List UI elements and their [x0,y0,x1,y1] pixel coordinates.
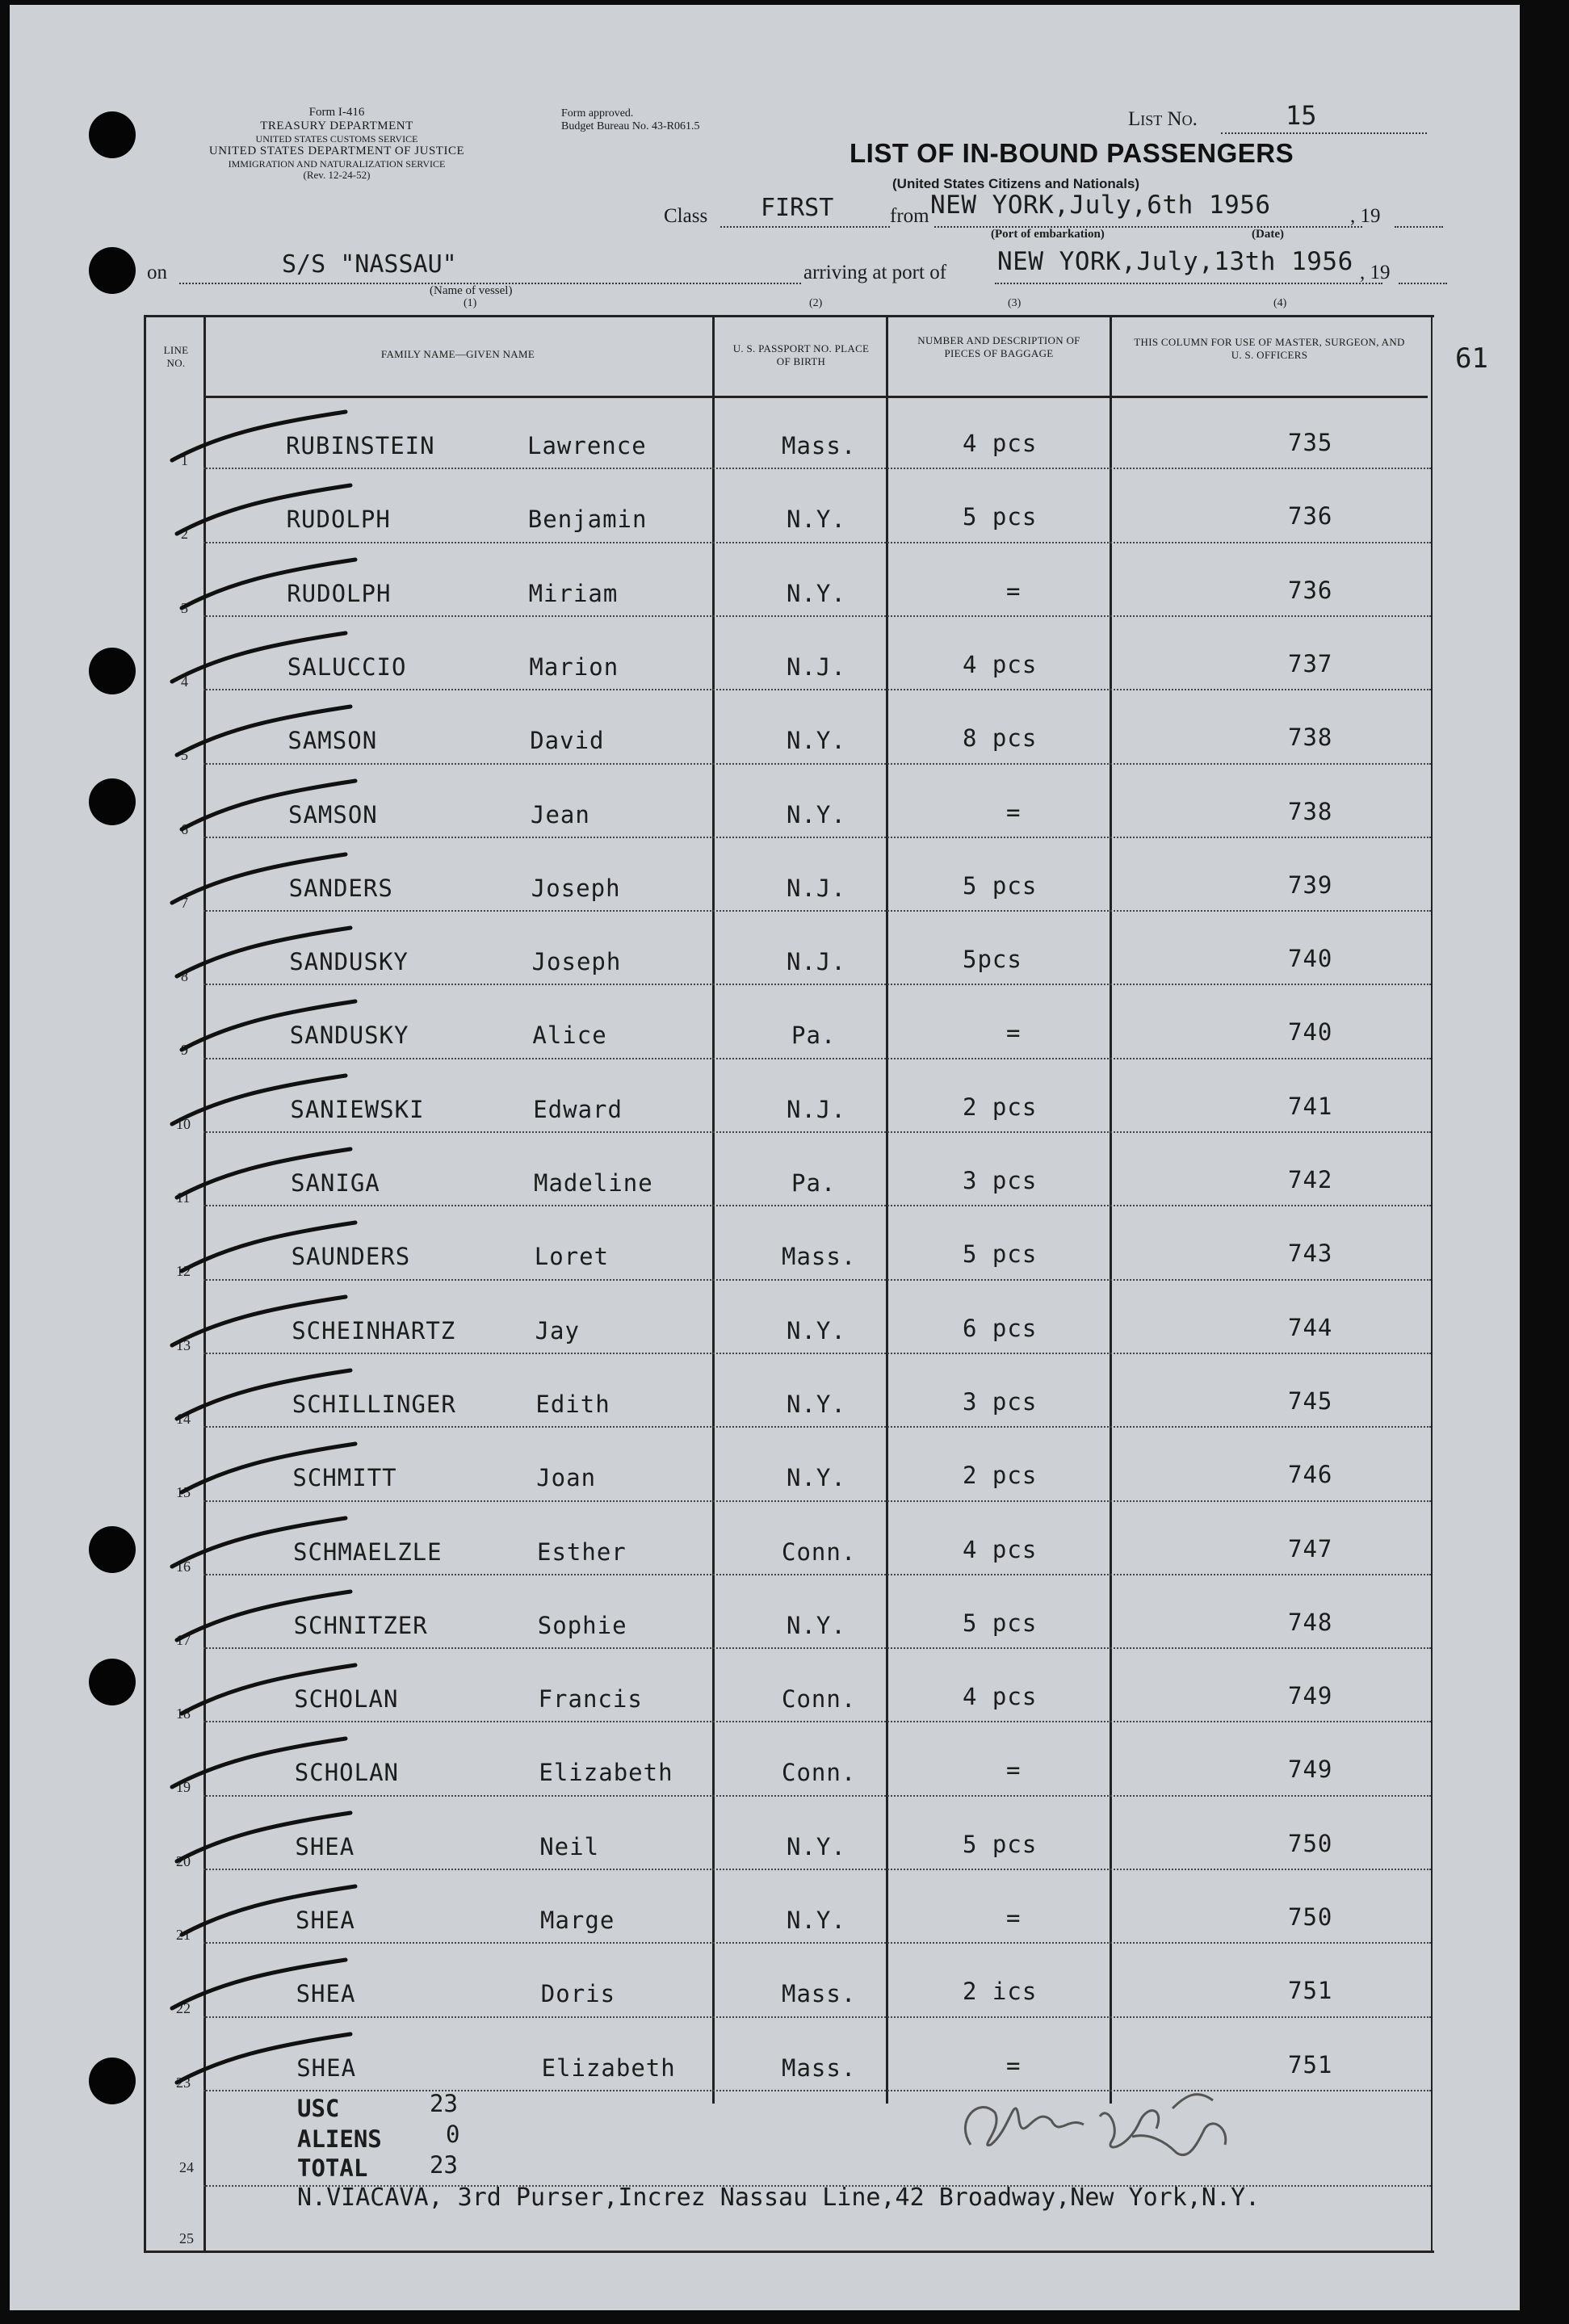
margin-page-number: 61 [1455,342,1488,375]
family-name: SCHMITT [292,1464,397,1492]
given-name: Elizabeth [541,2053,676,2082]
line-number: 22 [176,2000,191,2017]
line-number: 5 [181,747,188,764]
given-name: Lawrence [527,432,647,459]
arriving-year: , 19 [1360,262,1391,283]
place-of-birth: N.J. [787,874,846,902]
row-divider [203,1279,1431,1281]
officer-number: 738 [1288,797,1333,825]
officer-number: 749 [1288,1756,1333,1784]
ins-service: IMMIGRATION AND NATURALIZATION SERVICE [228,157,446,170]
line-number: 23 [176,2074,191,2091]
officer-number: 736 [1288,502,1333,531]
place-of-birth: Conn. [782,1685,857,1714]
baggage-count: 4 pcs [963,1683,1038,1711]
family-name: SHEA [295,1832,355,1860]
col-officers: THIS COLUMN FOR USE OF MASTER, SURGEON, AND U. S. OFFICERS [1134,336,1405,361]
place-of-birth: N.Y. [787,1316,846,1344]
place-of-birth: N.Y. [787,1832,846,1860]
officer-number: 740 [1288,945,1333,973]
line-number: 9 [181,1042,188,1059]
check-mark-icon [173,698,367,763]
officer-number: 747 [1288,1534,1333,1563]
row-divider [203,615,1431,617]
department-block [131,106,543,182]
baggage-count: 4 pcs [963,1535,1038,1563]
officer-number: 745 [1288,1386,1333,1415]
table-top-border [144,315,1434,317]
given-name: Esther [537,1537,627,1566]
list-number: 15 [1286,100,1317,131]
officer-number: 746 [1288,1461,1333,1489]
place-of-birth: N.J. [787,1095,846,1123]
col4-number: (4) [1273,297,1287,309]
approval-block [561,107,755,133]
place-of-birth: N.Y. [787,505,846,534]
baggage-divider [1110,315,1112,2104]
family-name: SANDUSKY [289,948,409,976]
check-mark-icon [168,1068,362,1132]
given-name: Joseph [531,948,622,976]
baggage-count: 5 pcs [963,1830,1038,1858]
class-value: FIRST [761,194,834,222]
place-of-birth: N.Y. [787,1611,846,1639]
family-name: RUDOLPH [287,579,392,607]
family-name: SHEA [296,1980,356,2008]
row-divider [203,1574,1431,1575]
given-name: Benjamin [527,505,648,534]
vessel-name: S/S "NASSAU" [282,250,457,279]
check-mark-icon [173,477,367,542]
line-number: 18 [176,1705,191,1722]
given-name: Edward [533,1095,623,1123]
baggage-count: 2 pcs [963,1462,1038,1490]
given-name: Jean [531,800,590,829]
line-number: 3 [181,599,188,616]
from-label: from [890,205,929,227]
check-mark-icon [168,1730,362,1795]
form-subtitle: (United States Citizens and Nationals) [892,176,1140,191]
aliens-value: 0 [446,2121,460,2148]
on-label: on [147,262,167,283]
line-number: 8 [181,968,188,985]
line-number: 16 [176,1558,191,1575]
name-divider [712,315,715,2104]
officer-number: 744 [1288,1313,1333,1341]
date-caption: (Date) [1252,228,1284,241]
purser-signature-line: N.VIACAVA, 3rd Purser,Increz Nassau Line,42 Broadway,New York,N.Y. [297,2183,1261,2212]
baggage-count: 5 pcs [963,1240,1038,1269]
baggage-count: 4 pcs [963,650,1038,678]
justice-dept: UNITED STATES DEPARTMENT OF JUSTICE [208,145,465,158]
from-year-suffix: , 19 [1350,205,1381,227]
treasury-dept: TREASURY DEPARTMENT [260,120,413,133]
line-number: 19 [176,1779,191,1796]
line-number: 24 [179,2159,194,2175]
officer-number: 740 [1288,1018,1333,1047]
check-mark-icon [178,1657,371,1722]
customs-service: UNITED STATES CUSTOMS SERVICE [255,132,418,145]
row-divider [203,1721,1431,1722]
place-of-birth: Pa. [791,1169,837,1197]
list-no-line [1221,132,1427,134]
given-name: Marge [540,1907,615,1934]
arriving-line [995,283,1382,284]
arriving-value: NEW YORK,July,13th 1956 [997,247,1353,276]
binder-hole [89,1526,136,1573]
check-mark-icon [168,1952,362,2016]
place-of-birth: N.J. [787,652,846,681]
line-number: 17 [176,1631,191,1648]
baggage-count: 2 pcs [963,1093,1038,1121]
line-number: 20 [176,1852,191,1869]
binder-hole [89,111,136,158]
given-name: Joseph [531,874,621,902]
check-mark-icon [173,1141,367,1206]
binder-hole [89,1659,136,1705]
place-of-birth: Mass. [782,1243,857,1271]
list-label: List No. [1128,108,1198,130]
row-divider [203,689,1431,690]
table-header-border [203,396,1428,398]
family-name: SCHILLINGER [292,1390,456,1418]
check-mark-icon [173,1805,367,1869]
aliens-label: ALIENS [297,2125,382,2153]
given-name: Marion [529,652,619,681]
given-name: Neil [539,1832,600,1860]
officer-number: 735 [1288,429,1333,456]
line-number: 25 [179,2230,194,2246]
given-name: Francis [538,1685,643,1714]
baggage-count: = [1006,1756,1022,1785]
passport-divider [886,315,888,2104]
given-name: Madeline [534,1169,653,1197]
given-name: Edith [535,1390,610,1418]
place-of-birth: N.Y. [787,579,846,607]
family-name: SCHMAELZLE [293,1537,443,1566]
family-name: SANIGA [291,1169,380,1197]
row-divider [203,1942,1431,1944]
family-name: SCHNITZER [293,1611,428,1639]
binder-hole [89,648,136,694]
line-number: 2 [181,526,188,543]
given-name: Alice [532,1021,607,1050]
row-divider [203,763,1431,765]
budget-bureau: Budget Bureau No. 43-R061.5 [561,120,700,133]
col-baggage: NUMBER AND DESCRIPTION OF PIECES OF BAGGAGE [917,334,1080,359]
line-number: 15 [176,1484,191,1501]
place-of-birth: Mass. [782,1980,857,2008]
place-of-birth: Pa. [791,1021,837,1050]
col-name: FAMILY NAME—GIVEN NAME [380,348,535,360]
officer-number: 742 [1288,1166,1333,1193]
row-divider [203,542,1431,543]
binder-hole [89,247,136,294]
baggage-count: = [1006,1019,1022,1047]
place-of-birth: N.Y. [787,1907,846,1934]
family-name: SCHOLAN [294,1685,399,1714]
check-mark-icon [178,1436,371,1500]
check-mark-icon [168,846,362,911]
baggage-count: = [1006,798,1022,826]
given-name: Sophie [537,1611,627,1639]
class-label: Class [664,205,708,227]
check-mark-icon [178,1214,371,1279]
check-mark-icon [173,1362,367,1427]
row-divider [203,1353,1431,1354]
class-line [720,226,890,228]
place-of-birth: N.Y. [787,800,846,829]
place-of-birth: N.Y. [787,1464,846,1492]
col2-number: (2) [809,297,823,309]
given-name: Joan [536,1464,597,1492]
check-mark-icon [173,2026,367,2091]
officer-number: 738 [1288,724,1333,752]
baggage-count: 2 ics [963,1978,1038,2006]
total-label: TOTAL [297,2154,368,2182]
place-of-birth: N.Y. [787,1390,846,1418]
arriving-label: arriving at port of [803,262,947,283]
baggage-count: = [1006,577,1022,605]
line-number: 7 [181,894,188,911]
officer-number: 739 [1288,870,1333,899]
table-right-border [1431,315,1433,2253]
row-divider [203,1058,1431,1059]
line-number: 21 [176,1927,191,1943]
family-name: SAUNDERS [291,1243,411,1271]
given-name: Loret [534,1243,610,1271]
check-mark-icon [168,625,362,690]
table-left-border [144,315,146,2253]
officer-number: 749 [1288,1682,1333,1710]
row-divider [203,984,1431,985]
line-number: 14 [176,1410,191,1427]
col-line-no: LINE NO. [163,344,189,369]
given-name: David [530,727,605,755]
given-name: Doris [540,1980,616,2008]
family-name: RUDOLPH [286,505,391,534]
family-name: SCHOLAN [294,1759,400,1787]
usc-label: USC [297,2095,340,2122]
baggage-count: 6 pcs [963,1314,1038,1342]
baggage-count: 5pcs [963,946,1022,974]
line-number: 11 [176,1189,191,1206]
check-mark-icon [178,773,371,837]
baggage-count: = [1006,2051,1022,2079]
officer-number: 750 [1288,1829,1333,1857]
vessel-caption: (Name of vessel) [430,284,513,297]
place-of-birth: N.Y. [787,727,846,755]
port-embark-caption: (Port of embarkation) [991,228,1105,241]
family-name: SANDUSKY [289,1021,409,1050]
place-of-birth: Mass. [782,432,857,459]
officer-number: 748 [1288,1608,1333,1636]
baggage-count: 5 pcs [963,1609,1038,1637]
binder-hole [89,2058,136,2104]
row-divider [203,1205,1431,1206]
baggage-count: 3 pcs [963,1387,1038,1416]
form-revision: (Rev. 12-24-52) [303,169,371,182]
officer-number: 743 [1288,1240,1333,1268]
officer-number: 751 [1288,2050,1333,2079]
baggage-count: 5 pcs [963,503,1038,531]
form-approved: Form approved. [561,107,634,120]
binder-hole [89,778,136,825]
family-name: SHEA [296,2053,357,2082]
place-of-birth: N.J. [787,948,846,976]
row-divider [203,1795,1431,1797]
officer-number: 750 [1288,1903,1333,1931]
check-mark-icon [178,1878,371,1943]
check-mark-icon [168,1510,362,1575]
col-passport: U. S. PASSPORT NO. PLACE OF BIRTH [732,342,870,367]
line-number: 13 [176,1336,191,1353]
from-year-line [1395,226,1443,228]
row-divider [203,1131,1431,1133]
check-mark-icon [168,404,362,468]
baggage-count: 3 pcs [963,1167,1038,1194]
line-number: 6 [181,820,188,837]
form-number: Form I-416 [308,106,365,119]
line-number: 12 [176,1263,191,1280]
from-value: NEW YORK,July,6th 1956 [930,191,1271,220]
check-mark-icon [173,920,367,984]
check-mark-icon [168,1289,362,1353]
family-name: SANIEWSKI [290,1095,425,1123]
row-divider [203,468,1431,469]
row-divider [203,1500,1431,1502]
place-of-birth: Mass. [782,2053,857,2082]
family-name: SAMSON [287,727,378,755]
row-divider [203,1869,1431,1870]
table-bottom-border [144,2251,1434,2253]
officer-number: 737 [1288,649,1333,677]
passenger-manifest-page [10,5,1520,2310]
row-divider [203,1426,1431,1428]
place-of-birth: Conn. [782,1759,857,1787]
officer-number: 751 [1288,1977,1333,2005]
officer-number: 741 [1288,1092,1333,1120]
line-number: 4 [181,673,188,690]
given-name: Jay [535,1316,580,1344]
total-value: 23 [430,2151,458,2179]
handwritten-signature [946,2072,1302,2169]
form-title: LIST OF IN-BOUND PASSENGERS [850,138,1294,168]
baggage-count: 8 pcs [963,724,1038,753]
check-mark-icon [173,1584,367,1648]
row-divider [203,2016,1431,2018]
family-name: SALUCCIO [287,652,407,681]
family-name: SAMSON [288,800,378,829]
family-name: SANDERS [288,874,393,902]
row-divider [203,1647,1431,1649]
baggage-count: 5 pcs [963,871,1038,900]
row-divider [203,837,1431,838]
check-mark-icon [178,552,371,616]
baggage-count: = [1006,1904,1022,1932]
col3-number: (3) [1008,297,1022,309]
line-number: 10 [176,1115,191,1132]
vessel-caption-no: (1) [464,297,477,309]
officer-number: 736 [1288,576,1333,604]
row-divider [203,910,1431,912]
arriving-year-line [1399,283,1447,284]
family-name: SCHEINHARTZ [292,1316,456,1344]
place-of-birth: Conn. [782,1537,857,1566]
check-mark-icon [178,993,371,1058]
family-name: RUBINSTEIN [286,432,435,459]
baggage-count: 4 pcs [963,430,1038,457]
family-name: SHEA [296,1907,355,1934]
usc-value: 23 [430,2090,458,2117]
given-name: Miriam [528,579,619,607]
line-number: 1 [181,452,188,468]
given-name: Elizabeth [539,1759,673,1787]
